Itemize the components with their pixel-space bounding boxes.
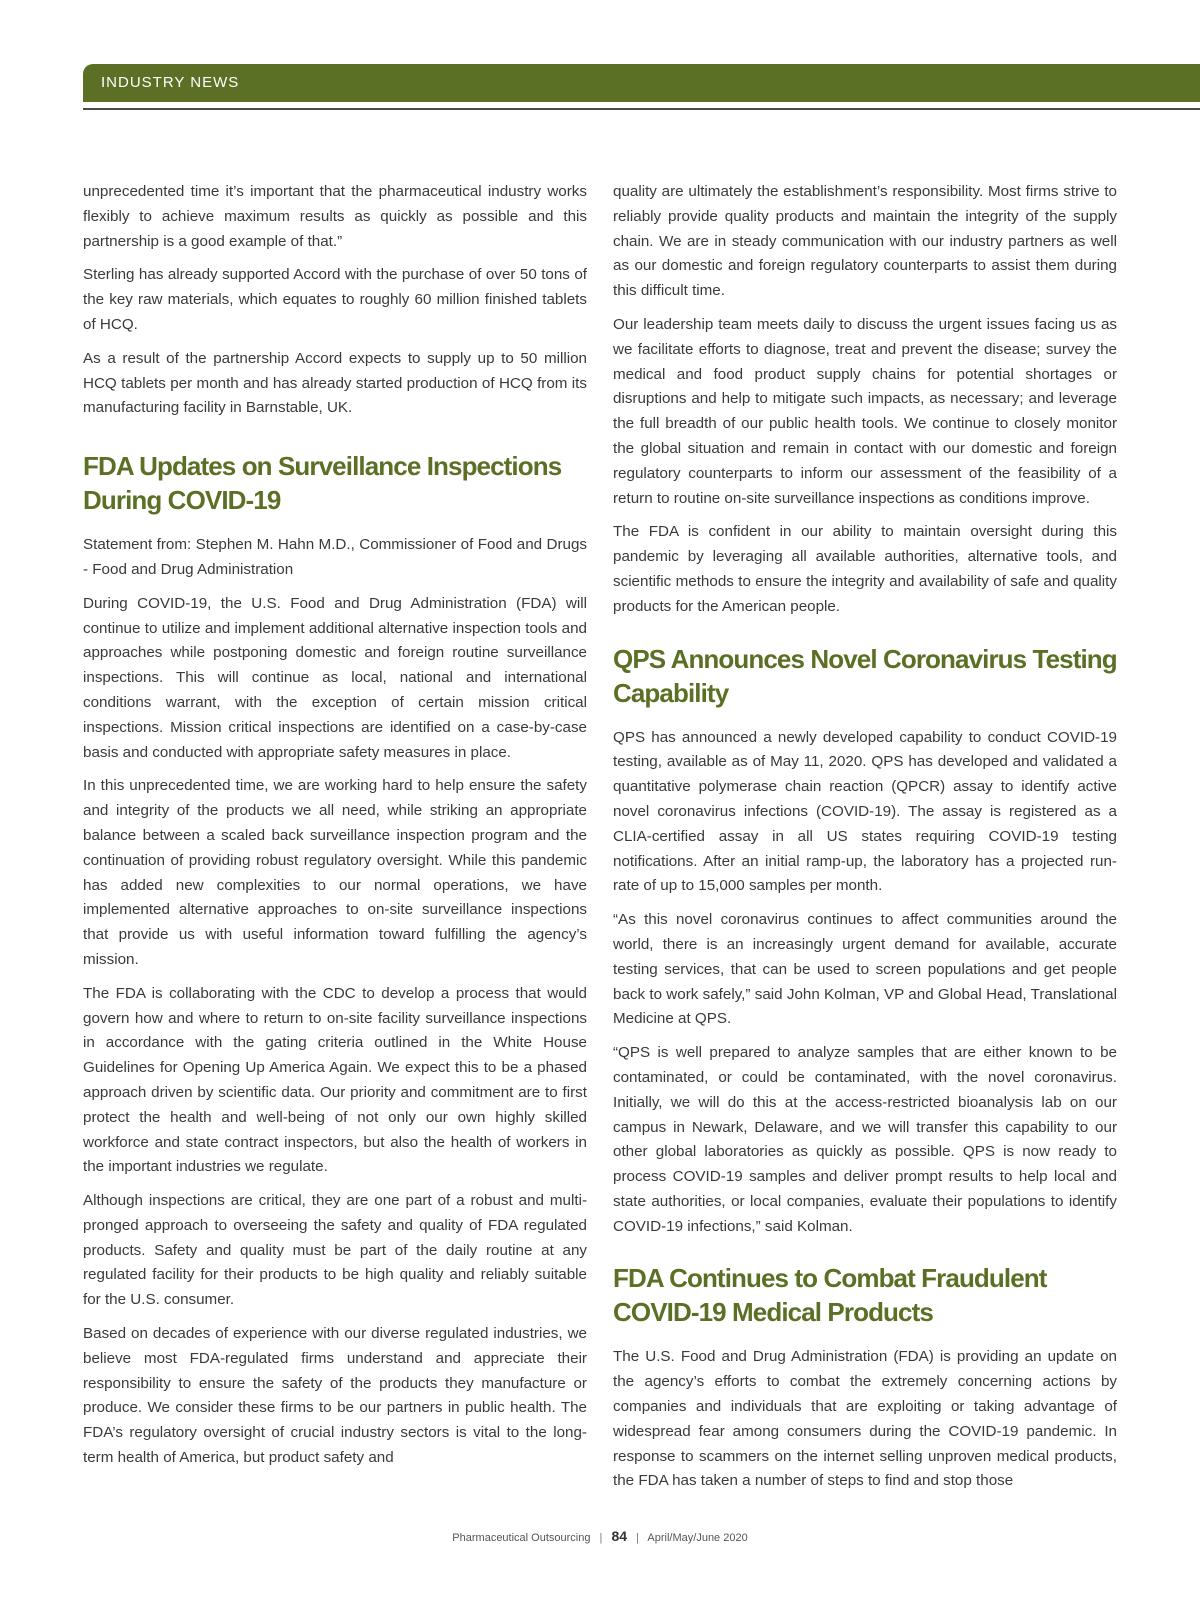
article-title-qps: QPS Announces Novel Coronavirus Testing Capability <box>613 643 1117 708</box>
section-label: INDUSTRY NEWS <box>101 74 240 91</box>
article-paragraph: Based on decades of experience with our diverse regulated industries, we believe most FDA-regulated firms understand and appreciate their responsibility to ensure the safety of the products they manufacture or produce. We consider these firms to be our partners in public health. The FDA’s regulatory oversight of crucial industry sectors is vital to the long-term health of America, but product safety and <box>83 1325 587 1467</box>
footer-separator: | <box>636 1532 639 1544</box>
article-paragraph: “As this novel coronavirus continues to affect communities around the world, there is an increasingly urgent demand for available, accurate testing services, that can be used to screen populations and get people back to work safely,” said John Kolman, VP and Global Head, Translational Medicine at QPS. <box>613 911 1117 1028</box>
article-paragraph: The FDA is collaborating with the CDC to develop a process that would govern how and where to return to on-site facility surveillance inspections in accordance with the gating criteria outlined in the White House Guidelines for Opening Up America Again. We expect this to be a phased approach driven by scientific data. Our priority and commitment are to first protect the health and well-being of not only our own highly skilled workforce and state contract inspectors, but also the health of workers in the important industries we regulate. <box>83 984 587 1176</box>
article-paragraph: The FDA is confident in our ability to maintain oversight during this pandemic by leveraging all available authorities, alternative tools, and scientific methods to ensure the integrity and availability of safe and quality products for the American people. <box>613 523 1117 615</box>
article-paragraph: “QPS is well prepared to analyze samples that are either known to be contaminated, or could be contaminated, with the novel coronavirus. Initially, we will do this at the access-restricted bioanalysis lab on our campus in Newark, Delaware, and we will transfer this capability to our other global laboratories as quickly as possible. QPS is now ready to process COVID-19 samples and deliver prompt results to help local and state authorities, or local companies, evaluate their populations to identify COVID-19 infections,” said Kolman. <box>613 1044 1117 1235</box>
article-paragraph: Our leadership team meets daily to discuss the urgent issues facing us as we facilitate efforts to diagnose, treat and prevent the disease; survey the medical and food product supply chains for potential shortages or disruptions and help to mitigate such impacts, as necessary; and leverage the full breadth of our public health tools. We continue to closely monitor the global situation and remain in contact with our domestic and foreign regulatory counterparts to inform our assessment of the feasibility of a return to routine on-site surveillance inspections as conditions improve. <box>613 315 1117 507</box>
article-title-fda-inspections: FDA Updates on Surveillance Inspections During COVID-19 <box>83 451 562 516</box>
page-footer <box>0 1528 1200 1544</box>
page-number: 84 <box>611 1528 628 1544</box>
right-column <box>613 180 1117 1503</box>
article-paragraph: QPS has announced a newly developed capability to conduct COVID-19 testing, available as of May 11, 2020. QPS has developed and validated a quantitative polymerase chain reaction (QPCR) assay to identify active novel coronavirus infections (COVID-19). The assay is registered as a CLIA-certified assay in all US states requiring COVID-19 testing notifications. After an initial ramp-up, the laboratory has a projected run-rate of up to 15,000 samples per month. <box>613 728 1117 895</box>
article-paragraph: Statement from: Stephen M. Hahn M.D., Commissioner of Food and Drugs - Food and Drug Administration <box>83 536 587 578</box>
article-paragraph: During COVID-19, the U.S. Food and Drug Administration (FDA) will continue to utilize and implement additional alternative inspection tools and approaches while postponing domestic and foreign routine surveillance inspections. This will continue as local, national and international conditions warrant, with the exception of certain mission critical inspections. Mission critical inspections are identified on a case-by-case basis and conducted with appropriate safety measures in place. <box>83 594 587 761</box>
section-banner <box>83 64 1200 102</box>
article-paragraph: Although inspections are critical, they are one part of a robust and multi-pronged approach to overseeing the safety and quality of FDA regulated products. Safety and quality must be part of the daily routine at any regulated facility for their products to be high quality and reliably suitable for the U.S. consumer. <box>83 1192 587 1309</box>
article-paragraph: quality are ultimately the establishment’s responsibility. Most firms strive to reliably provide quality products and maintain the integrity of the supply chain. We are in steady communication with our industry partners as well as our domestic and foreign regulatory counterparts to assist them during this difficult time. <box>613 183 1117 300</box>
left-column <box>83 180 587 1480</box>
article-paragraph: The U.S. Food and Drug Administration (FDA) is providing an update on the agency’s efforts to combat the extremely concerning actions by companies and individuals that are exploiting or taking advantage of widespread fear among consumers during the COVID-19 pandemic. In response to scammers on the internet selling unproven medical products, the FDA has taken a number of steps to find and stop those <box>613 1348 1117 1490</box>
issue-date: April/May/June 2020 <box>647 1532 748 1544</box>
intro-paragraph: unprecedented time it’s important that the pharmaceutical industry works flexibly to achieve maximum results as quickly as possible and this partnership is a good example of that.” <box>83 183 587 250</box>
publication-name: Pharmaceutical Outsourcing <box>452 1532 591 1544</box>
intro-paragraph: As a result of the partnership Accord expects to supply up to 50 million HCQ tablets per month and has already started production of HCQ from its manufacturing facility in Barnstable, UK. <box>83 349 587 417</box>
article-title-fraudulent-products: FDA Continues to Combat Fraudulent COVID-19 Medical Products <box>613 1263 1047 1328</box>
article-paragraph: In this unprecedented time, we are working hard to help ensure the safety and integrity of the products we all need, while striking an appropriate balance between a scaled back surveillance inspection program and the continuation of providing robust regulatory oversight. While this pandemic has added new complexities to our normal operations, we have implemented alternative approaches to on-site surveillance inspections that provide us with useful information toward fulfilling the agency’s mission. <box>83 777 587 968</box>
intro-paragraph: Sterling has already supported Accord with the purchase of over 50 tons of the key raw materials, which equates to roughly 60 million finished tablets of HCQ. <box>83 266 587 333</box>
footer-separator: | <box>599 1532 603 1544</box>
header-divider <box>83 108 1200 110</box>
